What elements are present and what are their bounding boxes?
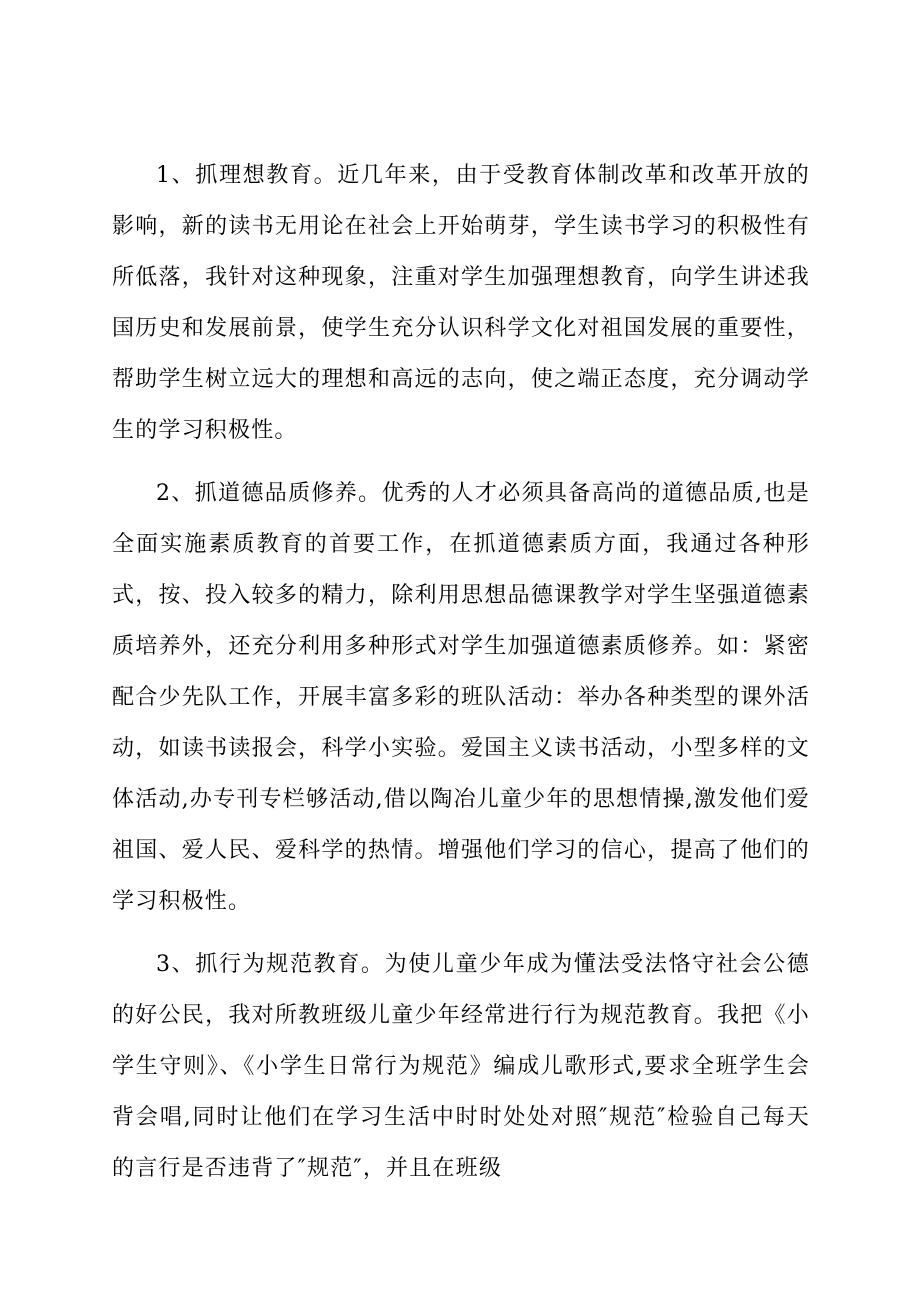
paragraph-ideal-education: 1、抓理想教育。近几年来，由于受教育体制改革和改革开放的影响，新的读书无用论在社会上开始萌芽，学生读书学习的积极性有所低落，我针对这种现象，注重对学生加强理想教育，向学生讲述我国历史和发展前景，使学生充分认识科学文化对祖国发展的重要性，帮助学生树立远大的理想和高远的志向，使之端正态度，充分调动学生的学习积极性。	[112, 163, 810, 443]
paragraph-behavior-norms: 3、抓行为规范教育。为使儿童少年成为懂法受法恪守社会公德的好公民，我对所教班级儿童少年经常进行行为规范教育。我把《小学生守则》、《小学生日常行为规范》编成儿歌形式,要求全班学生会背会唱,同时让他们在学习生活中时时处处对照″规范″检验自己每天的言行是否违背了″规范″，并且在班级	[112, 952, 810, 1181]
paragraph-moral-quality: 2、抓道德品质修养。优秀的人才必须具备高尚的道德品质,也是全面实施素质教育的首要工作，在抓道德素质方面，我通过各种形式，按、投入较多的精力，除利用思想品德课教学对学生坚强道德素质培养外，还充分利用多种形式对学生加强道德素质修养。如：紧密配合少先队工作，开展丰富多彩的班队活动：举办各种类型的课外活动，如读书读报会，科学小实验。爱国主义读书活动，小型多样的文体活动,办专刊专栏够活动,借以陶冶儿童少年的思想情操,激发他们爱祖国、爱人民、爱科学的热情。增强他们学习的信心，提高了他们的学习积极性。	[112, 481, 810, 914]
